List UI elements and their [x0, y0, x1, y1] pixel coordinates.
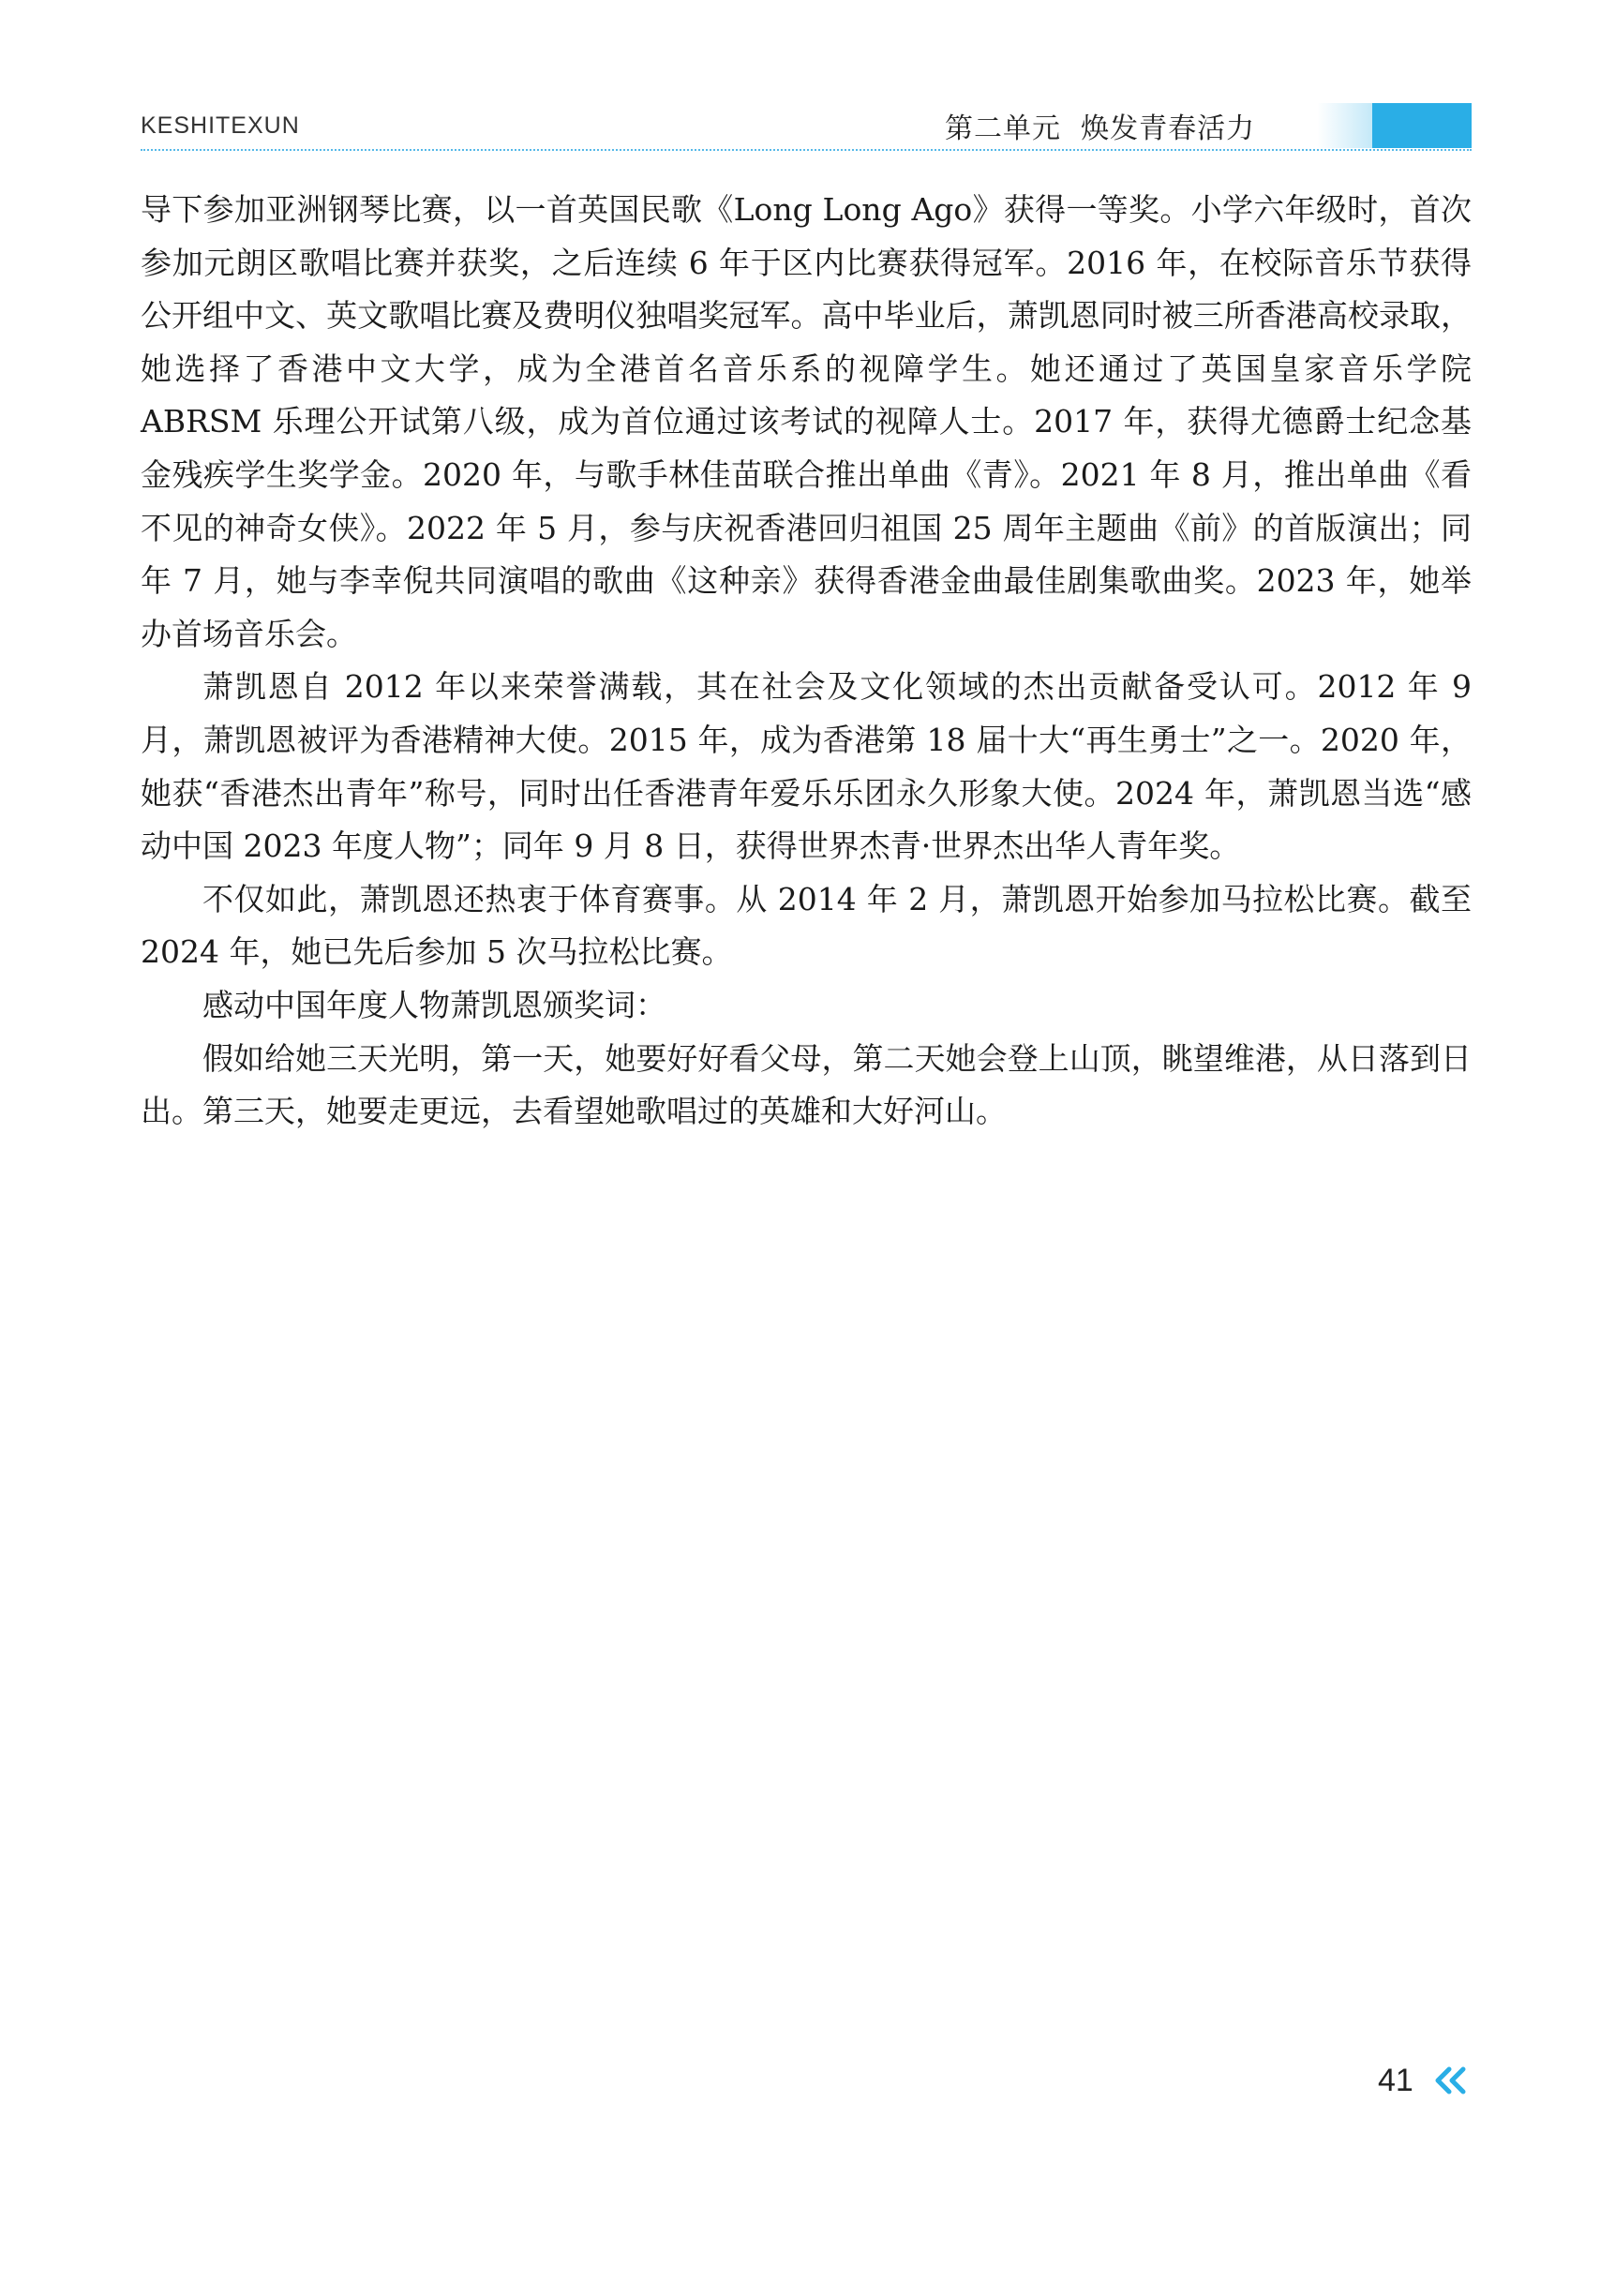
page-number: 41 — [1378, 2063, 1413, 2098]
paragraph-honors: 萧凯恩自 2012 年以来荣誉满载，其在社会及文化领域的杰出贡献备受认可。2012 年 9 月，萧凯恩被评为香港精神大使。2015 年，成为香港第 18 届十大“再生勇士”之一。2020 年，她获“香港杰出青年”称号，同时出任香港青年爱乐乐团永久形象大使。2024 年，萧凯恩当选“感动中国 2023 年度人物”；同年 9 月 8 日，获得世界杰青·世界杰出华人青年奖。 — [141, 668, 1472, 865]
unit-title: 第二单元 焕发青春活力 — [945, 112, 1256, 145]
paragraph-award-citation: 假如给她三天光明，第一天，她要好好看父母，第二天她会登上山顶，眺望维港，从日落到日出。第三天，她要走更远，去看望她歌唱过的英雄和大好河山。 — [141, 1039, 1472, 1130]
paragraph-marathon: 不仅如此，萧凯恩还热衷于体育赛事。从 2014 年 2 月，萧凯恩开始参加马拉松比赛。截至 2024 年，她已先后参加 5 次马拉松比赛。 — [141, 880, 1472, 971]
page-footer — [1378, 2057, 1481, 2104]
page-header — [141, 101, 1472, 150]
double-chevron-left-icon — [1432, 2066, 1470, 2095]
header-dotted-rule — [141, 149, 1472, 151]
body-text — [141, 184, 1472, 1139]
series-label: KESHITEXUN — [141, 112, 300, 139]
header-accent-fade — [1317, 103, 1373, 148]
paragraph-career: 导下参加亚洲钢琴比赛，以一首英国民歌《Long Long Ago》获得一等奖。小学六年级时，首次参加元朗区歌唱比赛并获奖，之后连续 6 年于区内比赛获得冠军。2016 年，在校际音乐节获得公开组中文、英文歌唱比赛及费明仪独唱奖冠军。高中毕业后，萧凯恩同时被三所香港高校录取，她选择了香港中文大学，成为全港首名音乐系的视障学生。她还通过了英国皇家音乐学院 ABRSM 乐理公开试第八级，成为首位通过该考试的视障人士。2017 年，获得尤德爵士纪念基金残疾学生奖学金。2020 年，与歌手林佳苗联合推出单曲《青》。2021 年 8 月，推出单曲《看不见的神奇女侠》。2022 年 5 月，参与庆祝香港回归祖国 25 周年主题曲《前》的首版演出；同年 7 月，她与李幸倪共同演唱的歌曲《这种亲》获得香港金曲最佳剧集歌曲奖。2023 年，她举办首场音乐会。 — [141, 191, 1472, 652]
header-accent-block — [1372, 103, 1472, 148]
paragraph-award-heading: 感动中国年度人物萧凯恩颁奖词： — [202, 986, 666, 1023]
